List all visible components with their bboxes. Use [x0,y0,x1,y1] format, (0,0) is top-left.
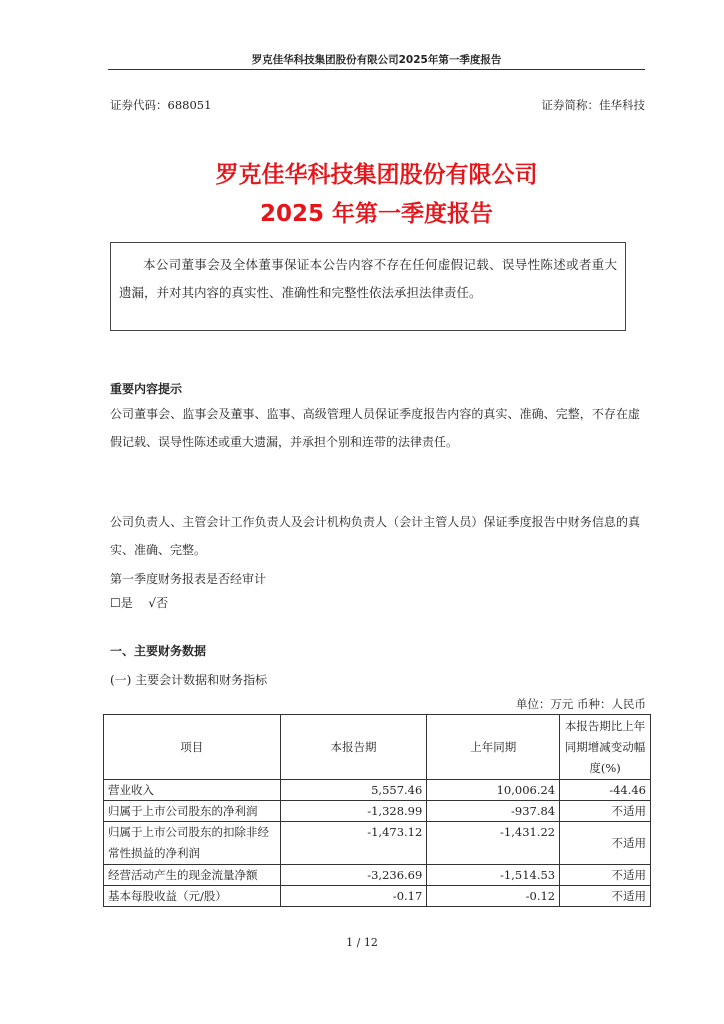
row-prior: 10,006.24 [427,780,560,801]
unit-currency-note: 单位：万元 币种：人民币 [515,697,646,711]
row-change: -44.46 [560,780,651,801]
row-current: 5,557.46 [280,780,427,801]
row-current: -0.17 [280,886,427,907]
row-prior: -937.84 [427,801,560,822]
row-item: 归属于上市公司股东的净利润 [104,801,281,822]
table-row [104,886,651,907]
audit-option-no: √否 [148,596,169,610]
board-notice-text: 本公司董事会及全体董事保证本公告内容不存在任何虚假记载、误导性陈述或者重大遗漏，并对其内容的真实性、准确性和完整性依法承担法律责任。 [119,257,617,300]
financial-data-table [103,714,651,907]
table-row [104,801,651,822]
row-item: 经营活动产生的现金流量净额 [104,865,281,886]
running-header: 罗克佳华科技集团股份有限公司2025年第一季度报告 [251,54,502,66]
header-current-period: 本报告期 [280,715,427,780]
header-change-percent: 本报告期比上年同期增减变动幅度(%) [560,715,651,780]
security-abbreviation: 证券简称：佳华科技 [541,98,645,112]
table-header-row [104,715,651,780]
row-item: 基本每股收益（元/股） [104,886,281,907]
row-change: 不适用 [560,886,651,907]
security-code: 证券代码：688051 [110,98,212,112]
audit-option-yes: ☐是 [110,596,133,610]
important-para-1: 公司董事会、监事会及董事、监事、高级管理人员保证季度报告内容的真实、准确、完整，不存在虚假记载、误导性陈述或重大遗漏，并承担个别和连带的法律责任。 [110,407,640,449]
header-item: 项目 [104,715,281,780]
row-item: 营业收入 [104,780,281,801]
section-financial-heading: 一、主要财务数据 [110,644,207,658]
report-title-company: 罗克佳华科技集团股份有限公司 [215,162,538,188]
important-para-2: 公司负责人、主管会计工作负责人及会计机构负责人（会计主管人员）保证季度报告中财务信息的真实、准确、完整。 [110,515,640,557]
row-change: 不适用 [560,822,651,865]
audit-question: 第一季度财务报表是否经审计 [110,572,267,586]
report-title-period: 2025 年第一季度报告 [259,201,494,227]
subsection-heading: (一) 主要会计数据和财务指标 [110,673,268,687]
audit-options [110,594,168,611]
table-row [104,865,651,886]
table-row [104,822,651,865]
page-number: 1 / 12 [346,936,378,949]
row-current: -1,328.99 [280,801,427,822]
row-item: 归属于上市公司股东的扣除非经常性损益的净利润 [104,822,281,865]
row-current: -1,473.12 [280,822,427,865]
header-rule [108,69,645,70]
important-notice-heading: 重要内容提示 [110,382,183,396]
row-change: 不适用 [560,801,651,822]
row-current: -3,236.69 [280,865,427,886]
row-prior: -1,431.22 [427,822,560,865]
row-change: 不适用 [560,865,651,886]
row-prior: -1,514.53 [427,865,560,886]
header-prior-period: 上年同期 [427,715,560,780]
board-notice-box [110,242,626,331]
row-prior: -0.12 [427,886,560,907]
table-row [104,780,651,801]
